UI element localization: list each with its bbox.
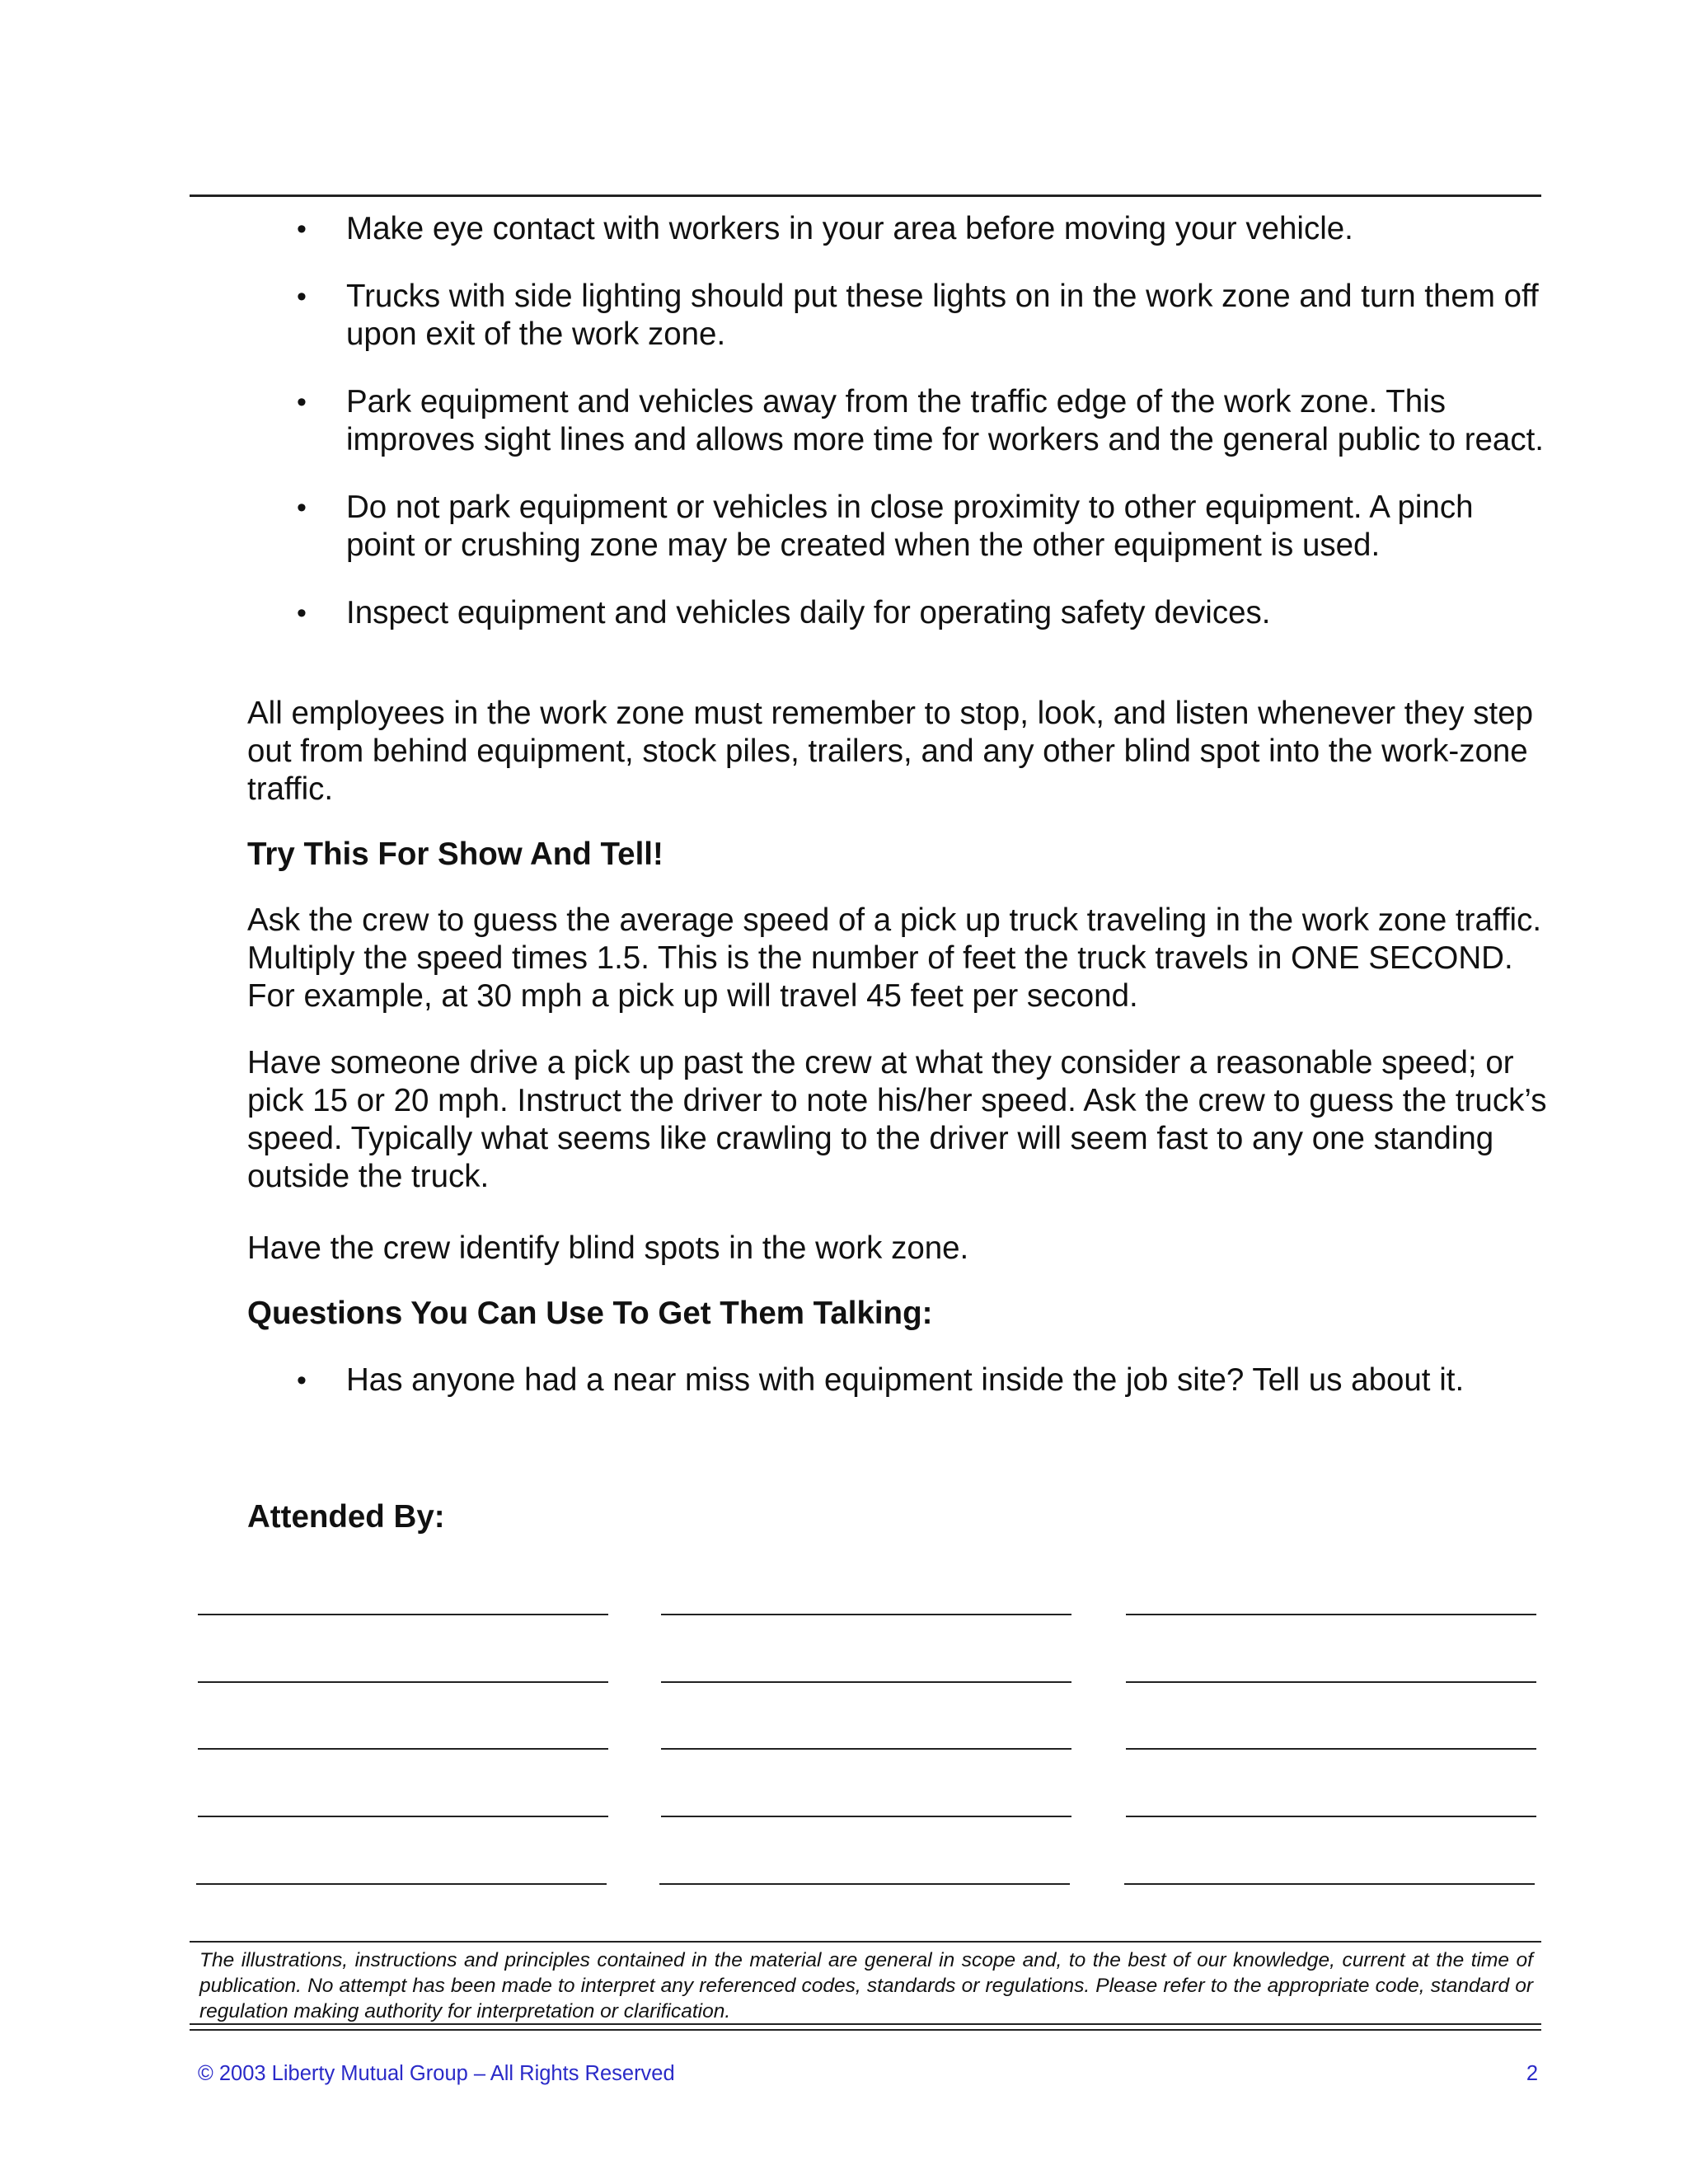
blind-spots-paragraph: Have the crew identify blind spots in the work zone. <box>247 1230 969 1266</box>
signature-line[interactable] <box>1126 1681 1536 1683</box>
bullet-icon: • <box>297 213 307 245</box>
safety-bullet-list <box>247 210 1550 662</box>
bullet-icon: • <box>297 387 307 418</box>
list-item: • Has anyone had a near miss with equipment inside the job site? Tell us about it. <box>297 1362 1465 1398</box>
signature-line[interactable] <box>1124 1883 1535 1885</box>
signature-line[interactable] <box>661 1816 1071 1817</box>
signature-line[interactable] <box>198 1681 608 1683</box>
bullet-icon: • <box>297 492 307 523</box>
signature-line[interactable] <box>1126 1614 1536 1615</box>
list-item: • Do not park equipment or vehicles in close proximity to other equipment. A pinch point or crushing zone may be created when the other equipment is used. <box>297 490 1474 563</box>
page-footer <box>198 2062 1541 2086</box>
signature-line[interactable] <box>198 1748 608 1750</box>
questions-heading: Questions You Can Use To Get Them Talking: <box>247 1296 933 1331</box>
signature-line[interactable] <box>661 1748 1071 1750</box>
bullet-icon: • <box>297 1365 307 1396</box>
list-item: • Make eye contact with workers in your area before moving your vehicle. <box>297 211 1353 246</box>
employees-paragraph: All employees in the work zone must remember to stop, look, and listen whenever they step out from behind equipment, stock piles, trailers, and any other blind spot into the work-zone traffic. <box>247 696 1534 807</box>
bullet-icon: • <box>297 598 307 629</box>
show-and-tell-heading: Try This For Show And Tell! <box>247 837 663 872</box>
list-item: • Trucks with side lighting should put these lights on in the work zone and turn them off upon exit of the work zone. <box>297 279 1539 352</box>
list-item: • Inspect equipment and vehicles daily for operating safety devices. <box>297 595 1271 630</box>
questions-bullet-list <box>247 1361 1550 1429</box>
drive-paragraph: Have someone drive a pick up past the crew at what they consider a reasonable speed; or pick 15 or 20 mph. Instruct the driver to note his/her speed. Ask the crew to guess the truck’s speed. Typically what seems like crawling to the driver will seem fast to any one standing outside the truck. <box>247 1045 1547 1194</box>
attended-by-heading: Attended By: <box>247 1499 445 1535</box>
signature-line[interactable] <box>659 1883 1070 1885</box>
speed-paragraph: Ask the crew to guess the average speed of a pick up truck traveling in the work zone traffic. Multiply the speed times 1.5. This is the number of feet the truck travels in ONE SECOND. For example, at 30 mph a pick up will travel 45 feet per second. <box>247 902 1542 1014</box>
signature-line[interactable] <box>661 1614 1071 1615</box>
signature-line[interactable] <box>196 1883 607 1885</box>
copyright-text: © 2003 Liberty Mutual Group – All Rights Reserved <box>198 2062 675 2085</box>
signature-line[interactable] <box>198 1816 608 1817</box>
bullet-icon: • <box>297 281 307 312</box>
signature-line[interactable] <box>661 1681 1071 1683</box>
list-item: • Park equipment and vehicles away from the traffic edge of the work zone. This improves sight lines and allows more time for workers and the general public to react. <box>297 384 1544 457</box>
double-rule <box>190 2023 1541 2031</box>
page-number: 2 <box>1526 2062 1538 2085</box>
disclaimer-text: The illustrations, instructions and principles contained in the material are general in scope and, to the best of our knowledge, current at the time of publication. No attempt has been made to interpret any referenced codes, standards or regulations. Please refer to the appropriate code, standard or regulation making authority for interpretation or clarification. <box>199 1949 1533 2022</box>
signature-line[interactable] <box>1126 1748 1536 1750</box>
disclaimer-box <box>190 1941 1541 2027</box>
top-rule <box>190 194 1541 197</box>
signature-line[interactable] <box>198 1614 608 1615</box>
signature-line[interactable] <box>1126 1816 1536 1817</box>
